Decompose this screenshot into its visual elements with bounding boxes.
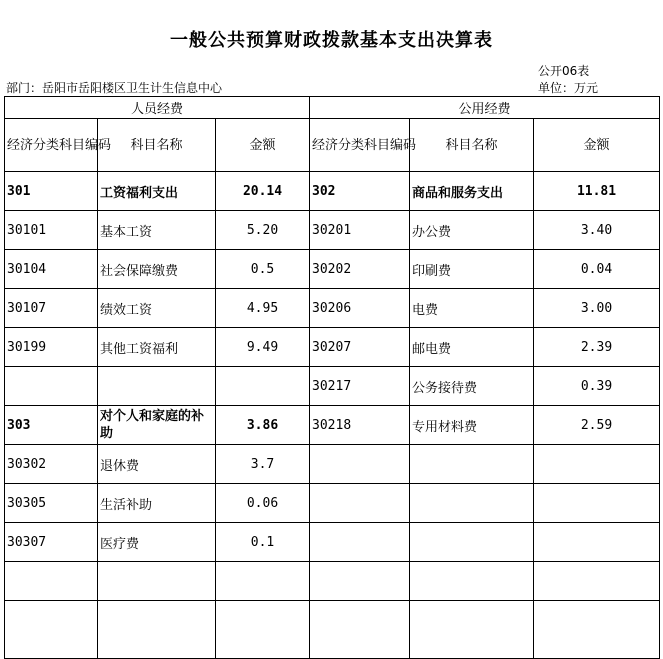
cell-amount bbox=[216, 601, 310, 659]
cell-amount: 11.81 bbox=[534, 172, 660, 211]
section-public-header: 公用经费 bbox=[310, 97, 660, 119]
cell-code: 301 bbox=[5, 172, 98, 211]
cell-name: 工资福利支出 bbox=[98, 172, 216, 211]
table-row bbox=[5, 484, 660, 523]
cell-amount bbox=[534, 523, 660, 562]
col-header-name: 科目名称 bbox=[98, 119, 216, 172]
table-body bbox=[5, 172, 660, 659]
table-row bbox=[5, 601, 660, 659]
table-row bbox=[5, 211, 660, 250]
cell-amount bbox=[534, 562, 660, 601]
cell-amount: 0.5 bbox=[216, 250, 310, 289]
cell-code: 30104 bbox=[5, 250, 98, 289]
cell-code bbox=[310, 562, 410, 601]
cell-code bbox=[5, 601, 98, 659]
col-header-amount: 金额 bbox=[216, 119, 310, 172]
cell-name: 公务接待费 bbox=[410, 367, 534, 406]
cell-code: 30201 bbox=[310, 211, 410, 250]
cell-amount: 0.06 bbox=[216, 484, 310, 523]
cell-amount: 0.04 bbox=[534, 250, 660, 289]
cell-code: 303 bbox=[5, 406, 98, 445]
cell-name: 社会保障缴费 bbox=[98, 250, 216, 289]
cell-amount: 3.7 bbox=[216, 445, 310, 484]
cell-code: 30302 bbox=[5, 445, 98, 484]
table-row bbox=[5, 289, 660, 328]
table-row bbox=[5, 406, 660, 445]
cell-code bbox=[310, 601, 410, 659]
cell-code: 30202 bbox=[310, 250, 410, 289]
department-label: 部门：岳阳市岳阳楼区卫生计生信息中心 bbox=[6, 81, 223, 95]
col-header-name: 科目名称 bbox=[410, 119, 534, 172]
cell-name bbox=[98, 367, 216, 406]
form-code: 公开06表 bbox=[538, 64, 590, 78]
col-header-code: 经济分类科目编码 bbox=[310, 119, 410, 172]
cell-name: 商品和服务支出 bbox=[410, 172, 534, 211]
cell-code: 302 bbox=[310, 172, 410, 211]
cell-name: 办公费 bbox=[410, 211, 534, 250]
cell-code bbox=[5, 367, 98, 406]
cell-amount bbox=[216, 367, 310, 406]
cell-code: 30101 bbox=[5, 211, 98, 250]
cell-name: 对个人和家庭的补助 bbox=[98, 406, 216, 445]
cell-code: 30217 bbox=[310, 367, 410, 406]
cell-amount bbox=[216, 562, 310, 601]
cell-amount bbox=[534, 484, 660, 523]
cell-name bbox=[98, 562, 216, 601]
cell-amount: 2.59 bbox=[534, 406, 660, 445]
cell-name: 绩效工资 bbox=[98, 289, 216, 328]
cell-name: 电费 bbox=[410, 289, 534, 328]
cell-amount bbox=[534, 445, 660, 484]
cell-name: 生活补助 bbox=[98, 484, 216, 523]
cell-code: 30199 bbox=[5, 328, 98, 367]
cell-code: 30307 bbox=[5, 523, 98, 562]
column-header-row bbox=[5, 119, 660, 172]
cell-name bbox=[410, 601, 534, 659]
cell-amount bbox=[534, 601, 660, 659]
cell-amount: 20.14 bbox=[216, 172, 310, 211]
cell-code: 30206 bbox=[310, 289, 410, 328]
cell-code: 30305 bbox=[5, 484, 98, 523]
section-header-row bbox=[5, 97, 660, 119]
col-header-amount: 金额 bbox=[534, 119, 660, 172]
cell-code: 30218 bbox=[310, 406, 410, 445]
cell-amount: 3.86 bbox=[216, 406, 310, 445]
cell-name: 其他工资福利 bbox=[98, 328, 216, 367]
cell-code bbox=[310, 484, 410, 523]
section-personnel-header: 人员经费 bbox=[5, 97, 310, 119]
cell-name: 专用材料费 bbox=[410, 406, 534, 445]
cell-amount: 4.95 bbox=[216, 289, 310, 328]
cell-name bbox=[410, 484, 534, 523]
cell-name bbox=[410, 562, 534, 601]
table-row bbox=[5, 250, 660, 289]
table-row bbox=[5, 172, 660, 211]
col-header-code: 经济分类科目编码 bbox=[5, 119, 98, 172]
cell-amount: 2.39 bbox=[534, 328, 660, 367]
cell-code: 30207 bbox=[310, 328, 410, 367]
cell-name: 邮电费 bbox=[410, 328, 534, 367]
cell-amount: 0.39 bbox=[534, 367, 660, 406]
table-row bbox=[5, 562, 660, 601]
cell-name: 医疗费 bbox=[98, 523, 216, 562]
table-row bbox=[5, 367, 660, 406]
expenditure-table bbox=[4, 96, 660, 659]
cell-code bbox=[310, 523, 410, 562]
cell-name bbox=[98, 601, 216, 659]
unit-label: 单位：万元 bbox=[538, 81, 599, 95]
cell-amount: 5.20 bbox=[216, 211, 310, 250]
cell-name: 退休费 bbox=[98, 445, 216, 484]
cell-name: 印刷费 bbox=[410, 250, 534, 289]
page-title: 一般公共预算财政拨款基本支出决算表 bbox=[170, 30, 493, 51]
cell-amount: 3.00 bbox=[534, 289, 660, 328]
cell-name bbox=[410, 523, 534, 562]
cell-amount: 9.49 bbox=[216, 328, 310, 367]
cell-code bbox=[310, 445, 410, 484]
cell-name: 基本工资 bbox=[98, 211, 216, 250]
table-row bbox=[5, 328, 660, 367]
table-row bbox=[5, 445, 660, 484]
table-row bbox=[5, 523, 660, 562]
cell-code: 30107 bbox=[5, 289, 98, 328]
cell-amount: 0.1 bbox=[216, 523, 310, 562]
cell-amount: 3.40 bbox=[534, 211, 660, 250]
cell-code bbox=[5, 562, 98, 601]
cell-name bbox=[410, 445, 534, 484]
